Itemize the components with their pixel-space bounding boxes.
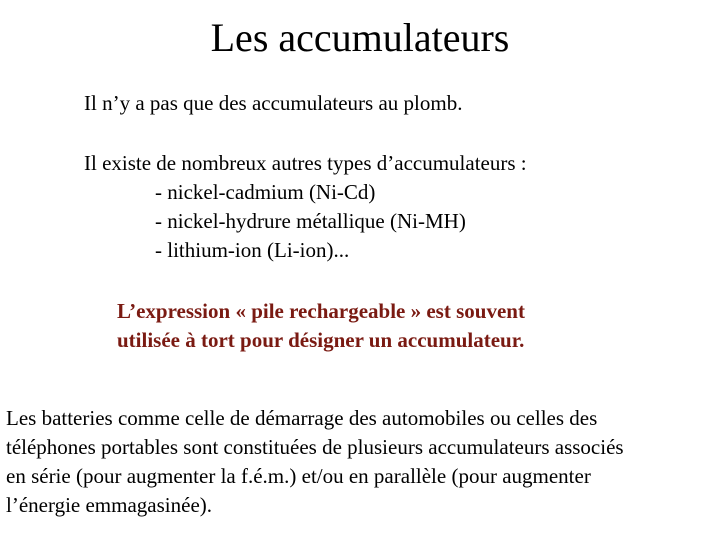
intro-line: Il n’y a pas que des accumulateurs au plomb. [84,91,463,115]
battery-types-heading: Il existe de nombreux autres types d’accumulateurs : [84,151,527,175]
note-line: utilisée à tort pour désigner un accumulateur. [117,328,525,352]
battery-type-item: - nickel-hydrure métallique (Ni-MH) [155,209,466,233]
paragraph-line: l’énergie emmagasinée). [6,493,213,517]
batteries-paragraph [6,404,624,520]
slide-title: Les accumulateurs [210,15,510,60]
battery-types-section [84,150,527,266]
note-line: L’expression « pile rechargeable » est souvent [117,299,525,323]
paragraph-line: Les batteries comme celle de démarrage des automobiles ou celles des [6,406,598,430]
rechargeable-battery-note [117,297,525,355]
battery-type-item: - lithium-ion (Li-ion)... [155,238,350,262]
paragraph-line: en série (pour augmenter la f.é.m.) et/ou en parallèle (pour augmenter [6,464,591,488]
battery-type-item: - nickel-cadmium (Ni-Cd) [155,180,376,204]
battery-types-list [84,179,527,266]
paragraph-line: téléphones portables sont constituées de plusieurs accumulateurs associés [6,435,624,459]
